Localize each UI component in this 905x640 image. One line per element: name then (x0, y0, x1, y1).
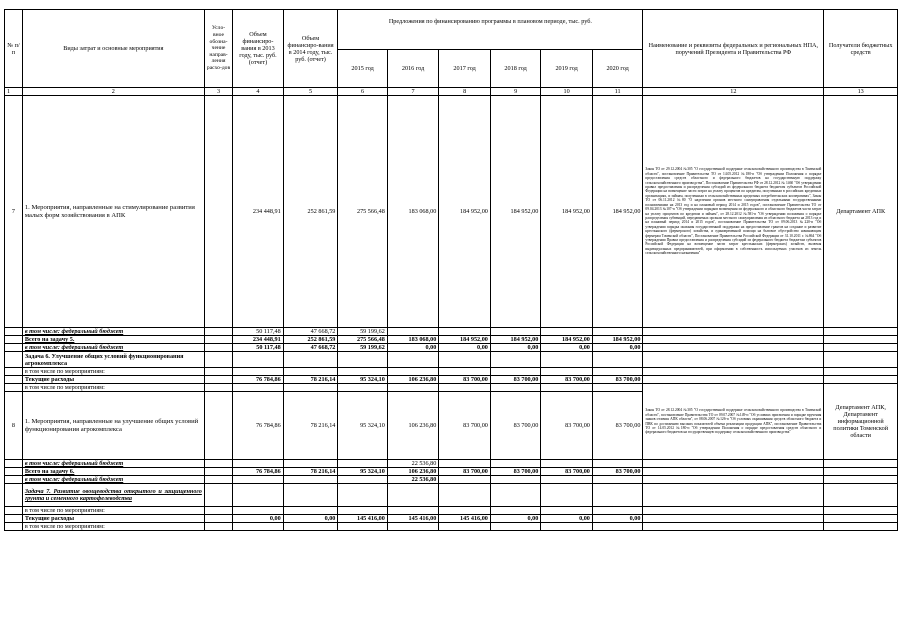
table-row (5, 336, 898, 344)
cell-v2014: 78 216,14 (283, 376, 338, 384)
task-row (5, 484, 898, 507)
cell-y2018: 0,00 (490, 515, 540, 523)
header-npa: Наименование и реквизиты федеральных и региональных НПА, поручений Президента и Правительства РФ (643, 10, 824, 88)
header-proposals: Предложения по финансированию программы в плановом периоде, тыс. руб. (338, 10, 643, 50)
cell-y2020: 83 700,00 (592, 468, 643, 476)
cell-y2018: 83 700,00 (490, 392, 540, 460)
cell-y2015: 145 416,00 (338, 515, 387, 523)
cell-v2014: 78 216,14 (283, 392, 338, 460)
table-row (5, 476, 898, 484)
header-vol2014: Объем финансиро-вания в 2014 году, тыс. руб. (отчет) (283, 10, 338, 88)
npa-text: Закон ТО от 29.12.2004 №305 "О государственной поддержке сельскохозяйственного производства в Томенской области", постановление Правительства ТО от 14.05.2012 №180-п "Об утверждении Положения о порядке предоставления средств областного и федерального бюджетов на государственную поддержку сельскохозяйственного производства", Постановление Правительства РФ от 28.12.2012 № 1460 "Об утверждении правил предоставления и распределения субсидий из федерального бюджета бюджетам субъектов Российской Федерации на возмещение части затрат на уплату процентов по кредитам, полученным в российских кредитных организациях, и займам, полученным в сельскохозяйственных кредитных потребительских кооперативах", Закон ТО от 06.11.2012 №80 "О наделении органов местного самоуправления отдельными государственными полномочиями на 2013 год и на плановый период 2014 и 2015 годов", постановление Правительства ТО от 09.04.2013 №107-п "Об утверждении порядков возмещения из федерального и областного бюджетов части затрат на уплату процентов по кредитам и займам", от 28.12.2012 №581-п "Об утверждении положения о порядке распределения субвенций, передаваемых органам местного самоуправления из областного бюджета на 2013 год и на плановый период 2014 и 2015 годов", постановление Правительства ТО от 09.06.2013 №220-п "Об утверждении порядка оказания государственной поддержки на предоставление грантов на создание и развитие крестьянского (фермерского) хозяйства, и единовременной помощи на бытовое обустройство начинающим фермерам Томенской области", Постановление Правительства Российской Федерации от 31.10.2011 г. №864 "Об утверждении Правил предоставления и распределения субсидий из федерального бюджета бюджетам субъектов Российской Федерации на возмещение части затрат крестьянских (фермерских) хозяйств, включая индивидуальных предпринимателей, при оформлении в собственность используемых участков из земель сельскохозяйственного назначения" (643, 96, 824, 328)
cell-y2018: 83 700,00 (490, 376, 540, 384)
cell-y2018: 184 952,00 (490, 96, 540, 328)
row-code (204, 96, 232, 328)
cell-y2018: 83 700,00 (490, 468, 540, 476)
cell-y2016: 183 068,00 (387, 96, 439, 328)
row-name: 1. Мероприятия, направленные на улучшение общих условий функционирования агрокомплекса (22, 392, 204, 460)
cell-y2019: 0,00 (541, 344, 593, 352)
row-code (204, 392, 232, 460)
recipient: Департамент АПК, Департамент информационной политики Томенской области (824, 384, 898, 460)
table-row (5, 384, 898, 392)
cell-y2017: 184 952,00 (439, 96, 491, 328)
header-year: 2020 год (592, 50, 643, 88)
header-year: 2018 год (490, 50, 540, 88)
col-number: 13 (824, 88, 898, 96)
header-code: Усло-вное обозна-чение направ-ления расхо-дов (204, 10, 232, 88)
col-number: 11 (592, 88, 643, 96)
cell-y2020: 184 952,00 (592, 336, 643, 344)
cell-y2016: 22 536,80 (387, 460, 439, 468)
column-numbers-row (5, 88, 898, 96)
table-row (5, 515, 898, 523)
cell-y2018: 0,00 (490, 344, 540, 352)
row-name: Всего на задачу 5. (22, 336, 204, 344)
header-vol2013: Объем финансиро-вания в 2013 году, тыс. руб. (отчет) (233, 10, 283, 88)
row-no: 7 (5, 96, 23, 328)
cell-v2013: 76 784,86 (233, 468, 283, 476)
npa-text: Закон ТО от 28.12.2004 №305 "О государственной поддержке сельскохозяйственного производства в Томенской области", постановление Правительства ТО от 09.07.2007 №149-п "Об условиях присвоения и порядке вручения знаков отличия АПК области", от 08.06.2007 №126-п "Об условиях окрашивания средств областного бюджета и ПВК по достижению высоких показателей объема реализации продукции АПК", постановление Правительства ТО от 14.05.2012 №180-п "Об утверждении Положения о порядке предоставления средств областного и федерального бюджетов на государственную поддержку сельскохозяйственного производства" (643, 384, 824, 460)
cell-y2016: 0,00 (387, 344, 439, 352)
col-number: 1 (5, 88, 23, 96)
row-name: Всего на задачу 6. (22, 468, 204, 476)
financing-table (4, 9, 898, 531)
cell-y2020: 0,00 (592, 344, 643, 352)
task-row (5, 352, 898, 368)
row-name: в том числе: федеральный бюджет (22, 460, 204, 468)
header-year: 2016 год (387, 50, 439, 88)
cell-y2016: 145 416,00 (387, 515, 439, 523)
row-no: 8 (5, 392, 23, 460)
row-name: в том числе: федеральный бюджет (22, 328, 204, 336)
table-row (5, 328, 898, 336)
table-row (5, 460, 898, 468)
cell-y2020: 83 700,00 (592, 392, 643, 460)
header-recipients: Получатели бюджетных средств (824, 10, 898, 88)
header-year: 2015 год (338, 50, 387, 88)
cell-v2013: 0,00 (233, 515, 283, 523)
recipient: Департамент АПК (824, 96, 898, 328)
cell-v2013: 50 117,48 (233, 328, 283, 336)
table-row (5, 344, 898, 352)
row-name: Текущие расходы (22, 376, 204, 384)
cell-y2019: 83 700,00 (541, 468, 593, 476)
header-year: 2019 год (541, 50, 593, 88)
cell-y2015: 275 566,48 (338, 336, 387, 344)
col-number: 7 (387, 88, 439, 96)
cell-y2017: 145 416,00 (439, 515, 491, 523)
cell-v2013: 234 448,91 (233, 336, 283, 344)
cell-y2017: 83 700,00 (439, 468, 491, 476)
cell-y2017: 83 700,00 (439, 392, 491, 460)
cell-y2020: 184 952,00 (592, 96, 643, 328)
header-no: № п/п (5, 10, 23, 88)
cell-y2019: 0,00 (541, 515, 593, 523)
cell-y2019: 83 700,00 (541, 392, 593, 460)
col-number: 2 (22, 88, 204, 96)
task-title: Задача 7. Развитие овощеводства открытого и защищенного грунта и семенного картофелеводства (22, 484, 204, 507)
header-year: 2017 год (439, 50, 491, 88)
cell-y2015: 95 324,10 (338, 468, 387, 476)
cell-y2020: 83 700,00 (592, 376, 643, 384)
row-name: в том числе по мероприятиям: (22, 368, 204, 376)
cell-y2016: 183 068,00 (387, 336, 439, 344)
cell-y2015: 59 199,62 (338, 344, 387, 352)
cell-y2015: 95 324,10 (338, 392, 387, 460)
table-row (5, 523, 898, 531)
cell-y2016: 22 536,80 (387, 476, 439, 484)
cell-y2017: 0,00 (439, 344, 491, 352)
cell-y2019: 83 700,00 (541, 376, 593, 384)
cell-v2014: 252 861,59 (283, 336, 338, 344)
table-row-7 (5, 96, 898, 328)
row-name: в том числе по мероприятиям: (22, 507, 204, 515)
cell-y2020: 0,00 (592, 515, 643, 523)
cell-y2016: 106 236,80 (387, 376, 439, 384)
row-name: в том числе по мероприятиям: (22, 523, 204, 531)
header-row-1 (5, 10, 898, 50)
cell-y2017: 83 700,00 (439, 376, 491, 384)
cell-y2019: 184 952,00 (541, 96, 593, 328)
col-number: 10 (541, 88, 593, 96)
cell-v2014: 78 216,14 (283, 468, 338, 476)
cell-y2019: 184 952,00 (541, 336, 593, 344)
col-number: 12 (643, 88, 824, 96)
row-name: 1. Мероприятия, направленные на стимулирование развития малых форм хозяйствования в АПК (22, 96, 204, 328)
table-row (5, 368, 898, 376)
task-title: Задача 6. Улучшение общих условий функционирования агрокомплекса (22, 352, 204, 368)
cell-v2014: 0,00 (283, 515, 338, 523)
cell-y2015: 275 566,48 (338, 96, 387, 328)
col-number: 5 (283, 88, 338, 96)
col-number: 3 (204, 88, 232, 96)
col-number: 9 (490, 88, 540, 96)
cell-v2013: 76 784,86 (233, 392, 283, 460)
cell-y2015: 59 199,62 (338, 328, 387, 336)
row-name: в том числе: федеральный бюджет (22, 476, 204, 484)
cell-v2013: 50 117,48 (233, 344, 283, 352)
cell-y2016: 106 236,80 (387, 468, 439, 476)
cell-v2013: 76 784,86 (233, 376, 283, 384)
col-number: 6 (338, 88, 387, 96)
row-name: Текущие расходы (22, 515, 204, 523)
table-row (5, 507, 898, 515)
row-name: в том числе по мероприятиям: (22, 384, 204, 392)
cell-v2014: 47 668,72 (283, 328, 338, 336)
cell-v2014: 47 668,72 (283, 344, 338, 352)
cell-y2017: 184 952,00 (439, 336, 491, 344)
row-name: в том числе: федеральный бюджет (22, 344, 204, 352)
col-number: 8 (439, 88, 491, 96)
cell-v2013: 234 448,91 (233, 96, 283, 328)
cell-v2014: 252 861,59 (283, 96, 338, 328)
table-row (5, 468, 898, 476)
cell-y2015: 95 324,10 (338, 376, 387, 384)
cell-y2018: 184 952,00 (490, 336, 540, 344)
table-row (5, 376, 898, 384)
cell-y2016: 106 236,80 (387, 392, 439, 460)
col-number: 4 (233, 88, 283, 96)
header-types: Виды затрат и основные мероприятия (22, 10, 204, 88)
